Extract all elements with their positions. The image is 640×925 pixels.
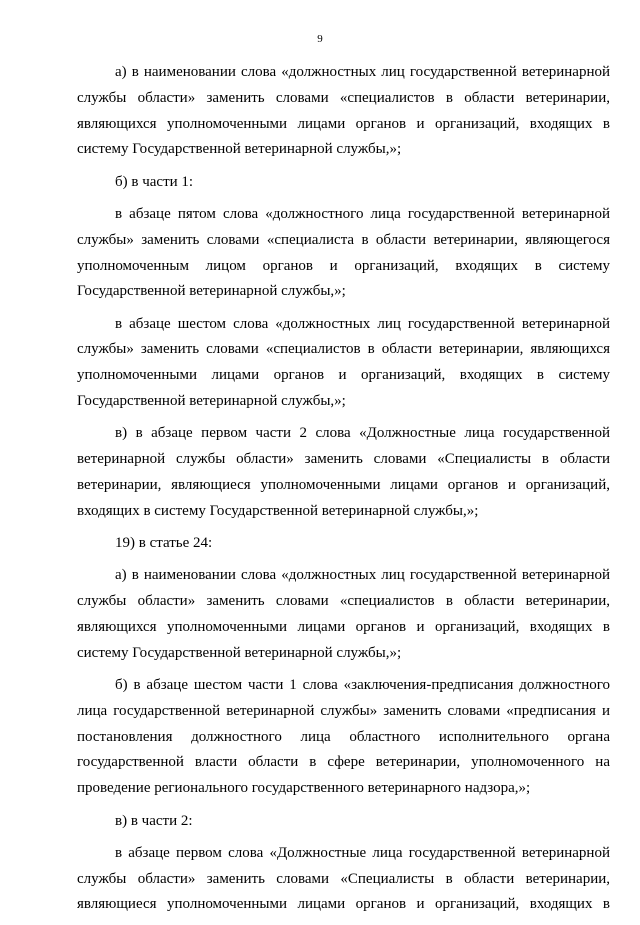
paragraph: б) в части 1: bbox=[115, 173, 194, 190]
page-number: 9 bbox=[317, 33, 323, 45]
paragraph: а) в наименовании слова «должностных лиц государственной ветеринарной службы области» заменить словами «специалистов в области ветеринарии, являющихся уполномоченными лицами органов и организаций, входящих в систему Государственной ветеринарной службы,»; bbox=[77, 64, 610, 158]
paragraph: 19) в статье 24: bbox=[115, 535, 213, 552]
paragraph: в абзаце первом слова «Должностные лица государственной ветеринарной службы области» заменить словами «Специалисты в области ветеринарии, являющиеся уполномоченными лицами органов и организаций, входящих в bbox=[77, 844, 610, 913]
paragraph: в абзаце пятом слова «должностного лица государственной ветеринарной службы» заменить словами «специалиста в области ветеринарии, являющегося уполномоченным лицом органов и организаций, входящих в систему Государственной ветеринарной службы,»; bbox=[77, 205, 610, 300]
paragraph: а) в наименовании слова «должностных лиц государственной ветеринарной службы области» заменить словами «специалистов в области ветеринарии, являющихся уполномоченными лицами органов и организаций, входящих в систему Государственной ветеринарной службы,»; bbox=[77, 567, 610, 661]
paragraph: в) в части 2: bbox=[115, 812, 193, 829]
paragraph: в абзаце шестом слова «должностных лиц государственной ветеринарной службы» заменить словами «специалистов в области ветеринарии, являющихся уполномоченными лицами органов и организаций, входящих в систему Государственной ветеринарной службы,»; bbox=[77, 315, 610, 410]
paragraph: в) в абзаце первом части 2 слова «Должностные лица государственной ветеринарной службы области» заменить словами «Специалисты в области ветеринарии, являющиеся уполномоченными лицами органов и организаций, входящих в систему Государственной ветеринарной службы,»; bbox=[77, 425, 610, 519]
document-body bbox=[77, 60, 610, 925]
paragraph: б) в абзаце шестом части 1 слова «заключения-предписания должностного лица государственной ветеринарной службы» заменить словами «предписания и постановления должностного лица областного исполнительного органа государственной власти области в сфере ветеринарии, уполномоченного на проведение регионального государственного ветеринарного надзора,»; bbox=[77, 677, 610, 797]
